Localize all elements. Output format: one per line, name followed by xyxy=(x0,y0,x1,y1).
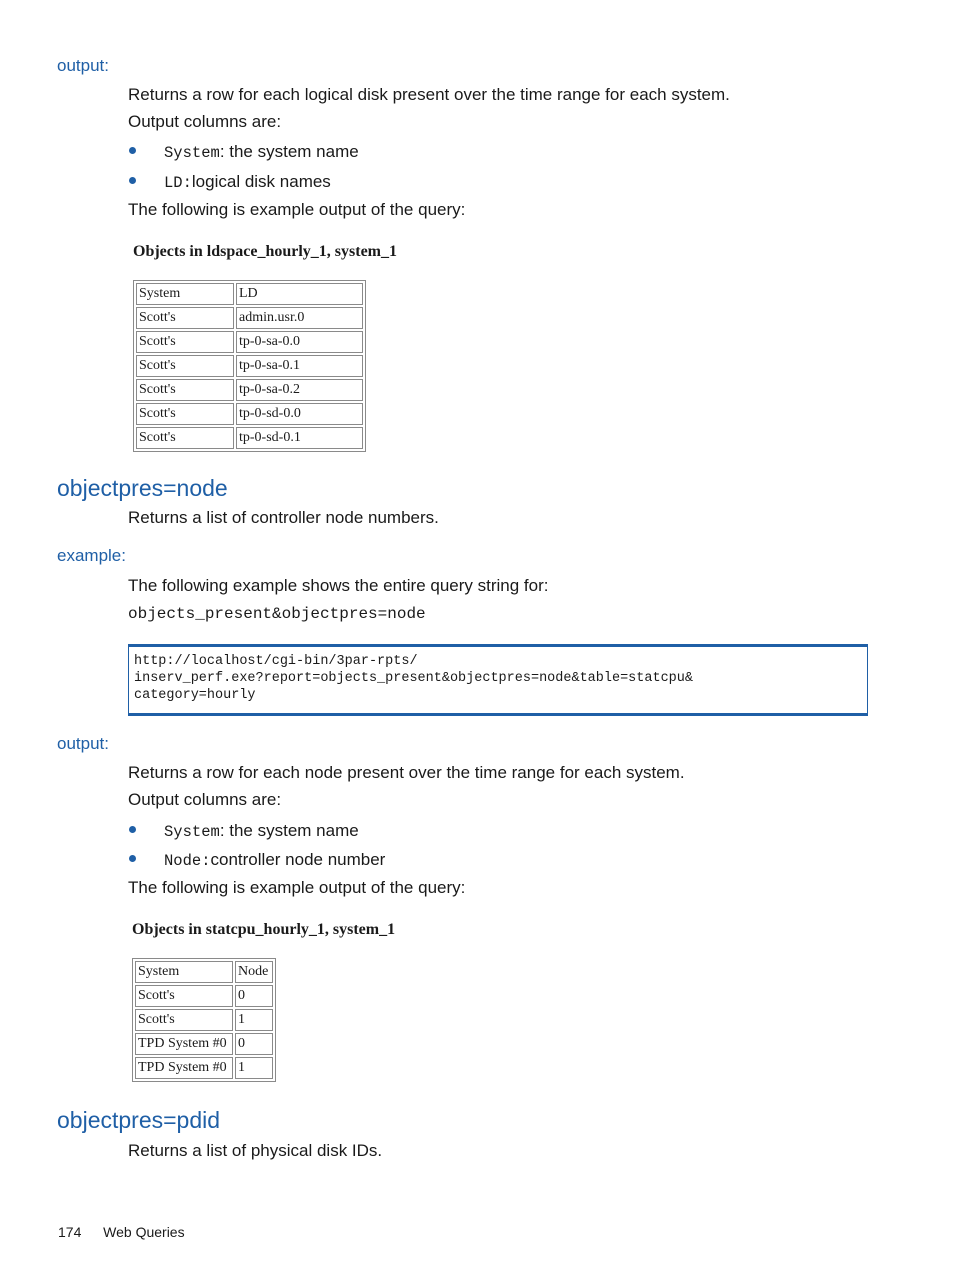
column-description: : the system name xyxy=(219,142,359,161)
output-description: Returns a row for each node present over the time range for each system. xyxy=(128,763,685,782)
table-cell: 0 xyxy=(235,985,273,1007)
table-cell: tp-0-sd-0.0 xyxy=(236,403,363,425)
bullet-item-node xyxy=(129,850,385,870)
snapshot-title: Objects in statcpu_hourly_1, system_1 xyxy=(132,921,396,938)
query-string: objects_present&objectpres=node xyxy=(128,605,426,623)
example-heading: example: xyxy=(57,546,126,565)
output-heading: output: xyxy=(57,56,109,75)
table-row xyxy=(135,961,273,983)
code-block xyxy=(128,644,868,716)
table-cell: Scott's xyxy=(136,307,234,329)
code-line: category=hourly xyxy=(134,688,256,703)
pdid-description: Returns a list of physical disk IDs. xyxy=(128,1141,383,1160)
table-cell: System xyxy=(136,283,234,305)
node-description: Returns a list of controller node numbers. xyxy=(128,508,439,527)
code-line: inserv_perf.exe?report=objects_present&objectpres=node&table=statcpu& xyxy=(134,671,693,686)
output-columns-intro: Output columns are: xyxy=(128,790,282,809)
section-title-node: objectpres=node xyxy=(57,475,228,501)
bullet-icon xyxy=(129,826,136,833)
bullet-icon xyxy=(129,177,136,184)
output-heading: output: xyxy=(57,734,109,753)
table-cell: System xyxy=(135,961,233,983)
table-row xyxy=(136,355,363,377)
table-cell: Scott's xyxy=(135,985,233,1007)
output-description: Returns a row for each logical disk present over the time range for each system. xyxy=(128,85,730,104)
section-title-pdid: objectpres=pdid xyxy=(57,1107,221,1133)
page-footer xyxy=(58,1224,185,1240)
table-cell: tp-0-sd-0.1 xyxy=(236,427,363,449)
table-cell: TPD System #0 xyxy=(135,1033,233,1055)
chapter-title: Web Queries xyxy=(103,1224,185,1240)
output-columns-intro: Output columns are: xyxy=(128,112,282,131)
snapshot-title: Objects in ldspace_hourly_1, system_1 xyxy=(133,243,397,260)
table-row xyxy=(136,307,363,329)
table-row xyxy=(135,1033,273,1055)
table-row xyxy=(135,1057,273,1079)
node-output-table xyxy=(132,958,276,1082)
table-row xyxy=(136,379,363,401)
table-cell: tp-0-sa-0.2 xyxy=(236,379,363,401)
table-cell: admin.usr.0 xyxy=(236,307,363,329)
bullet-item-system xyxy=(129,142,359,162)
column-name-code: System xyxy=(164,823,220,841)
table-row xyxy=(136,403,363,425)
table-cell: Scott's xyxy=(136,331,234,353)
table-row xyxy=(135,985,273,1007)
ld-output-table-wrapper xyxy=(133,280,366,452)
table-cell: Scott's xyxy=(135,1009,233,1031)
table-row xyxy=(136,283,363,305)
node-output-table-wrapper xyxy=(132,958,276,1082)
example-output-intro: The following is example output of the query: xyxy=(128,878,466,897)
ld-output-table xyxy=(133,280,366,452)
table-cell: Scott's xyxy=(136,355,234,377)
bullet-icon xyxy=(129,147,136,154)
table-row xyxy=(136,427,363,449)
example-intro: The following example shows the entire query string for: xyxy=(128,576,549,595)
column-description: : the system name xyxy=(219,821,359,840)
table-row xyxy=(136,331,363,353)
table-cell: 0 xyxy=(235,1033,273,1055)
column-description: logical disk names xyxy=(191,172,331,191)
bullet-icon xyxy=(129,855,136,862)
table-cell: LD xyxy=(236,283,363,305)
bullet-item-ld xyxy=(129,172,331,192)
table-cell: Scott's xyxy=(136,427,234,449)
column-name-code: System xyxy=(164,144,220,162)
table-cell: 1 xyxy=(235,1057,273,1079)
table-cell: tp-0-sa-0.1 xyxy=(236,355,363,377)
page-number: 174 xyxy=(58,1224,82,1240)
bullet-item-system xyxy=(129,821,359,841)
column-name-code: Node: xyxy=(164,852,211,870)
column-description: controller node number xyxy=(210,850,386,869)
table-cell: TPD System #0 xyxy=(135,1057,233,1079)
table-cell: Scott's xyxy=(136,379,234,401)
table-row xyxy=(135,1009,273,1031)
table-cell: Scott's xyxy=(136,403,234,425)
example-output-intro: The following is example output of the query: xyxy=(128,200,466,219)
column-name-code: LD: xyxy=(164,174,192,192)
table-cell: Node xyxy=(235,961,273,983)
table-cell: 1 xyxy=(235,1009,273,1031)
code-line: http://localhost/cgi-bin/3par-rpts/ xyxy=(134,654,418,669)
table-cell: tp-0-sa-0.0 xyxy=(236,331,363,353)
